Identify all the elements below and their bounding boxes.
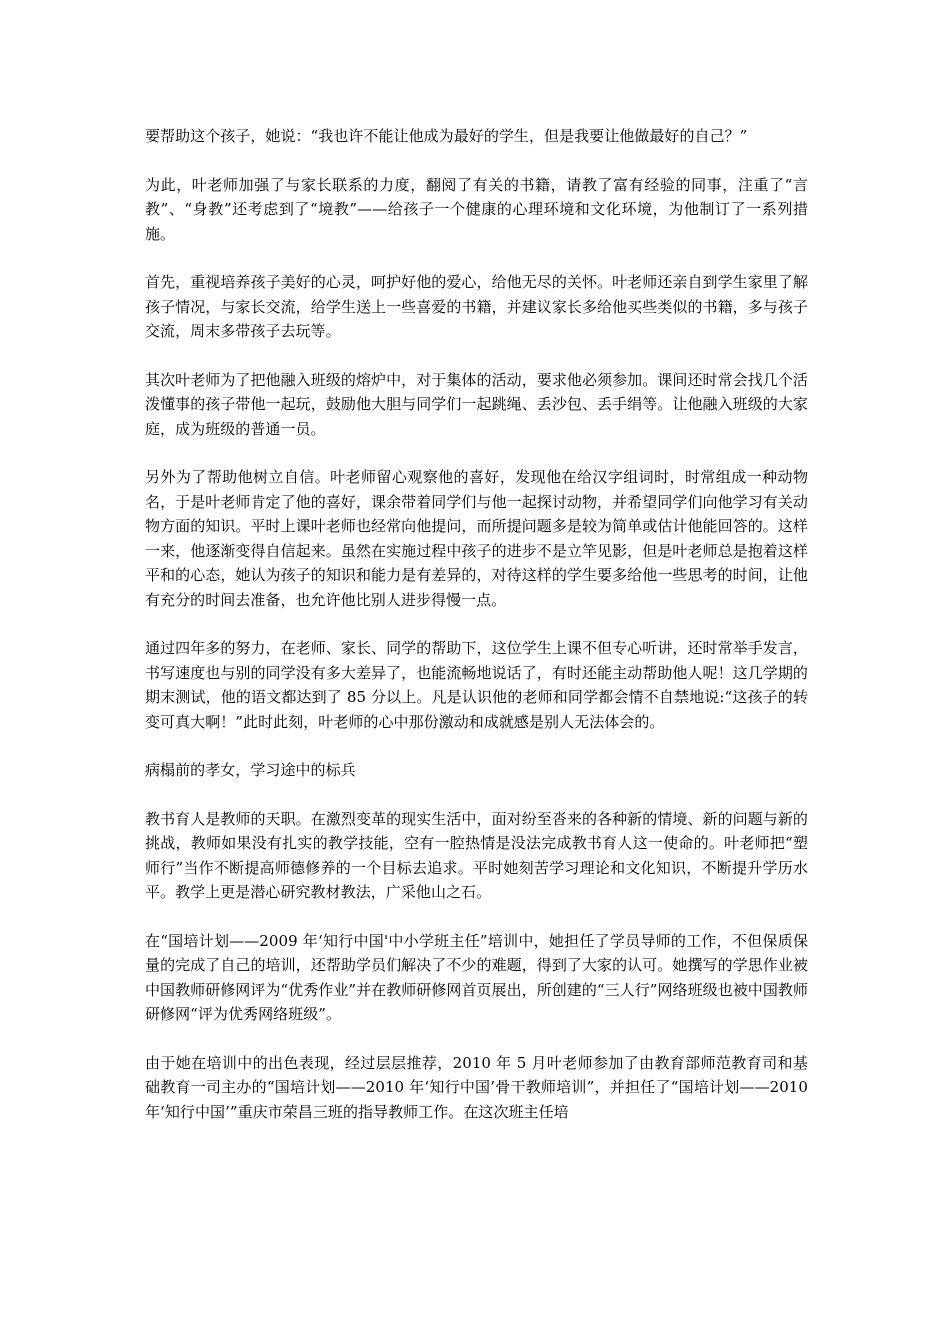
paragraph-6: 通过四年多的努力，在老师、家长、同学的帮助下，这位学生上课不但专心听讲，还时常举手发言，书写速度也与别的同学没有多大差异了，也能流畅地说话了，有时还能主动帮助他人呢！这几学期的期末测试，他的语文都达到了 85 分以上。凡是认识他的老师和同学都会情不自禁地说:“这孩子的转变可真大啊！”此时此刻，叶老师的心中那份激动和成就感是别人无法体会的。 — [145, 639, 808, 731]
paragraph-8: 教书育人是教师的天职。在激烈变革的现实生活中，面对纷至沓来的各种新的情境、新的问题与新的挑战，教师如果没有扎实的教学技能，空有一腔热情是没法完成教书育人这一使命的。叶老师把“塑师行”当作不断提高师德修养的一个目标去追求。平时她刻苦学习理论和文化知识，不断提升学历水平。教学上更是潜心研究教材教法，广采他山之石。 — [145, 809, 808, 901]
paragraph-1: 要帮助这个孩子，她说：“我也许不能让他成为最好的学生，但是我要让他做最好的自己？” — [145, 127, 748, 145]
paragraph-2: 为此，叶老师加强了与家长联系的力度，翻阅了有关的书籍，请教了富有经验的同事，注重了“言教”、“身教”还考虑到了“境教”——给孩子一个健康的心理环境和文化环境，为他制订了一系列措施。 — [145, 175, 808, 243]
section-heading: 病榻前的孝女，学习途中的标兵 — [145, 761, 356, 779]
document-body — [145, 124, 808, 1148]
paragraph-9: 在“国培计划——2009 年‘知行中国'中小学班主任”培训中，她担任了学员导师的工作，不但保质保量的完成了自己的培训，还帮助学员们解决了不少的难题，得到了大家的认可。她撰写的学思作业被中国教师研修网评为“优秀作业”并在教师研修网首页展出，所创建的“三人行”网络班级也被中国教师研修网“评为优秀网络班级”。 — [145, 931, 808, 1023]
paragraph-10: 由于她在培训中的出色表现，经过层层推荐，2010 年 5 月叶老师参加了由教育部师范教育司和基础教育一司主办的“国培计划——2010 年‘知行中国’骨干教师培训”，并担任了“国培计划——2010 年‘知行中国’”重庆市荣昌三班的指导教师工作。在这次班主任培 — [145, 1053, 808, 1121]
paragraph-3: 首先，重视培养孩子美好的心灵，呵护好他的爱心，给他无尽的关怀。叶老师还亲自到学生家里了解孩子情况，与家长交流，给学生送上一些喜爱的书籍，并建议家长多给他买些类似的书籍，多与孩子交流，周末多带孩子去玩等。 — [145, 273, 808, 340]
paragraph-4: 其次叶老师为了把他融入班级的熔炉中，对于集体的活动，要求他必须参加。课间还时常会找几个活泼懂事的孩子带他一起玩，鼓励他大胆与同学们一起跳绳、丢沙包、丢手绢等。让他融入班级的大家庭，成为班级的普通一员。 — [145, 370, 808, 438]
paragraph-5: 另外为了帮助他树立自信。叶老师留心观察他的喜好，发现他在给汉字组词时，时常组成一种动物名，于是叶老师肯定了他的喜好，课余带着同学们与他一起探讨动物，并希望同学们向他学习有关动物方面的知识。平时上课叶老师也经常向他提问，而所提问题多是较为简单或估计他能回答的。这样一来，他逐渐变得自信起来。虽然在实施过程中孩子的进步不是立竿见影，但是叶老师总是抱着这样平和的心态，她认为孩子的知识和能力是有差异的，对待这样的学生要多给他一些思考的时间，让他有充分的时间去准备，也允许他比别人进步得慢一点。 — [145, 468, 808, 609]
